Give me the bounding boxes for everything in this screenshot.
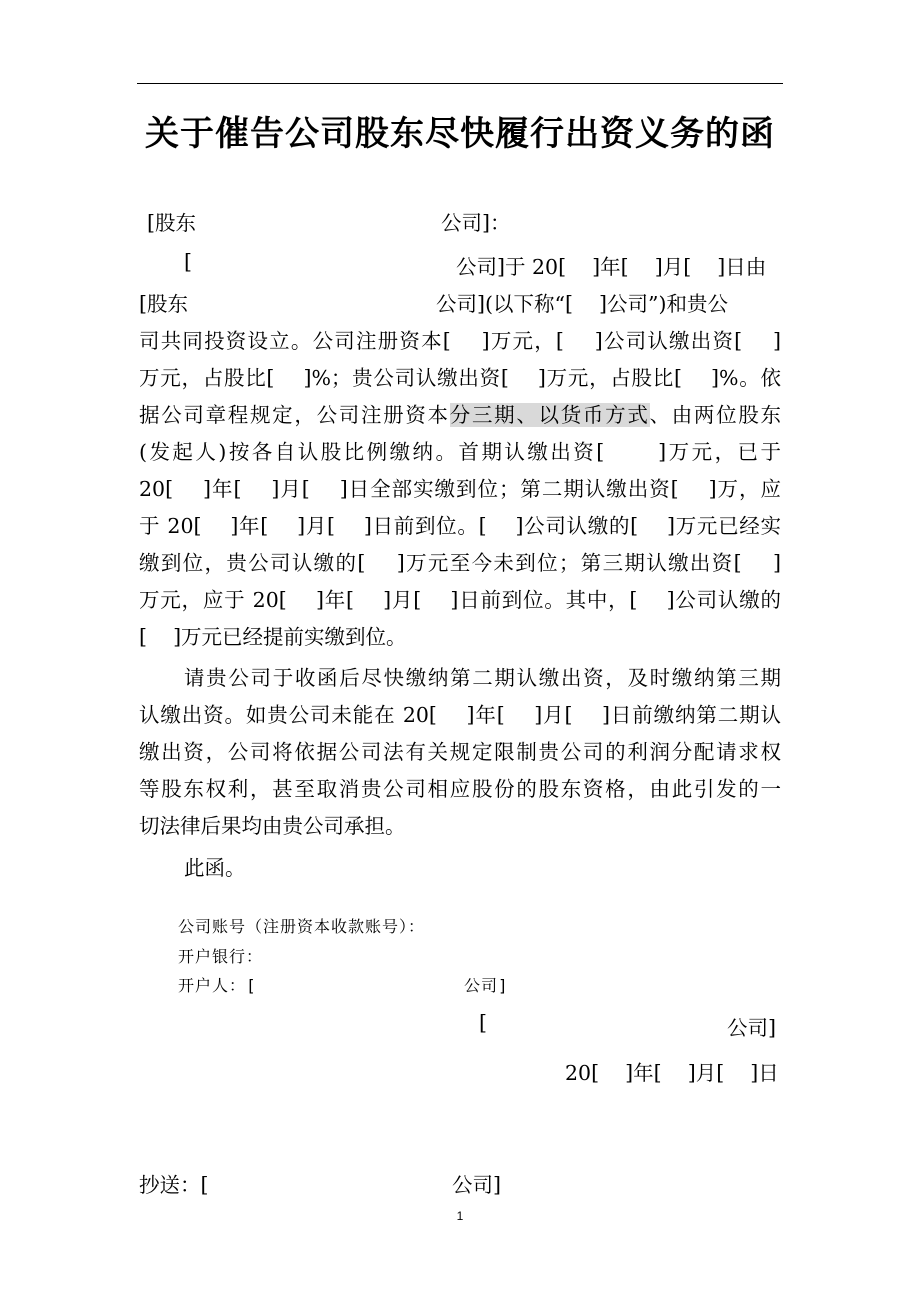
account-label: 公司账号（注册资本收款账号）： — [178, 917, 426, 936]
p2-line3: 缴出资，公司将依据公司法有关规定限制贵公司的利润分配请求权 — [139, 740, 781, 764]
cc-company: 公司] — [452, 1173, 501, 1197]
p1-line3: 司共同投资设立。公司注册资本[ ]万元，[ ]公司认缴出资[ ] — [139, 329, 781, 353]
closing: 此函。 — [184, 856, 246, 880]
p1-line4: 万元，占股比[ ]%；贵公司认缴出资[ ]万元，占股比[ ]%。依 — [139, 366, 781, 390]
salutation-left: [股东 — [147, 211, 196, 235]
p1-line5-pre: 据公司章程规定，公司注册资本 — [139, 403, 450, 427]
p1-line10: 万元，应于 20[ ]年[ ]月[ ]日前到位。其中，[ ]公司认缴的 — [139, 588, 781, 612]
holder-company: 公司] — [464, 976, 509, 995]
highlighted-text: 分三期、以货币方式 — [449, 403, 650, 427]
signature-company: 公司] — [727, 1016, 776, 1040]
cc-label: 抄送：[ — [139, 1173, 209, 1197]
p1-line5 — [139, 398, 781, 428]
document-title: 关于催告公司股东尽快履行出资义务的函 — [145, 114, 775, 154]
p1-line5-post: 、由两位股东 — [649, 403, 782, 427]
p1-line1-b: 公司]于 20[ ]年[ ]月[ ]日由 — [456, 255, 767, 279]
p1-line9: 缴到位，贵公司认缴的[ ]万元至今未到位；第三期认缴出资[ ] — [139, 551, 781, 575]
p1-line6: (发起人)按各自认股比例缴纳。首期认缴出资[ ]万元，已于 — [139, 440, 781, 464]
p2-line1: 请贵公司于收函后尽快缴纳第二期认缴出资，及时缴纳第三期 — [184, 666, 781, 690]
p1-line1-a: [ — [184, 250, 192, 274]
p2-line2: 认缴出资。如贵公司未能在 20[ ]年[ ]月[ ]日前缴纳第二期认 — [139, 703, 781, 727]
signature-bracket: [ — [479, 1011, 487, 1035]
holder-label: 开户人：[ — [178, 976, 257, 995]
p2-line5: 切法律后果均由贵公司承担。 — [139, 814, 406, 838]
page-number: 1 — [456, 1209, 464, 1223]
bank-label: 开户银行： — [178, 947, 264, 966]
p1-line7: 20[ ]年[ ]月[ ]日全部实缴到位；第二期认缴出资[ ]万，应 — [139, 477, 781, 501]
p1-line11: [ ]万元已经提前实缴到位。 — [139, 625, 407, 649]
salutation-right: 公司]： — [441, 211, 511, 235]
p1-line2-a: [股东 — [139, 292, 188, 316]
signature-date: 20[ ]年[ ]月[ ]日 — [565, 1061, 779, 1085]
p1-line8: 于 20[ ]年[ ]月[ ]日前到位。[ ]公司认缴的[ ]万元已经实 — [139, 514, 781, 538]
p2-line4: 等股东权利，甚至取消贵公司相应股份的股东资格，由此引发的一 — [139, 777, 781, 801]
header-rule — [137, 83, 783, 84]
p1-line2-b: 公司](以下称“[ ]公司”)和贵公 — [436, 292, 729, 316]
